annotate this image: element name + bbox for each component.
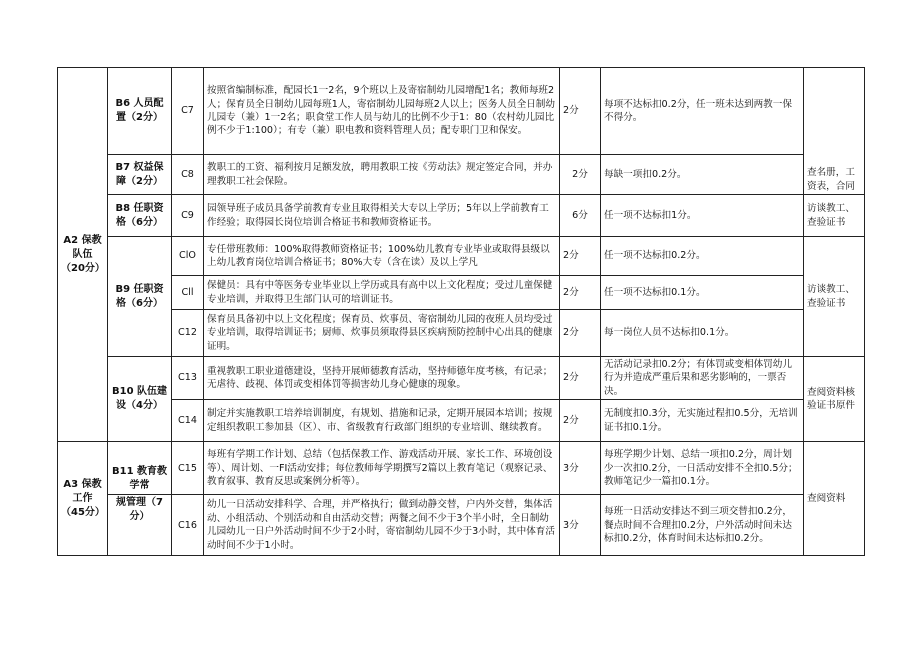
code-c9: C9	[172, 195, 204, 237]
check-method-3: 访谈教工、查验证书	[804, 237, 865, 357]
code-c15: C15	[172, 442, 204, 495]
code-c12: C12	[172, 310, 204, 357]
check-method-1: 查名册，工资表，合同	[804, 68, 865, 195]
rule-c10: 任一项不达标扣0.2分。	[601, 237, 804, 276]
score-c16: 3分	[560, 495, 601, 556]
check-method-4: 查阅资料核验证书原件	[804, 357, 865, 442]
score-c12: 2分	[560, 310, 601, 357]
content-c13: 重视教职工职业道德建设，坚持开展师德教育活动，坚持师德年度考核，有记录；无虐待、歧视、体罚或变相体罚等损害幼儿身心健康的现象。	[204, 357, 560, 400]
rule-c8: 每缺一项扣0.2分。	[601, 155, 804, 195]
code-c11: Cll	[172, 276, 204, 310]
rule-c16: 每班一日活动安排达不到三项交替扣0.2分，餐点时间不合理扣0.2分，户外活动时间未达标扣0.2分，体育时间未达标扣0.2分。	[601, 495, 804, 556]
table-row	[58, 310, 865, 357]
content-c12: 保育员具备初中以上文化程度；保育员、炊事员、寄宿制幼儿园的夜班人员均受过专业培训，取得培训证书；厨师、炊事员须取得县区疾病预防控制中心出具的健康证明。	[204, 310, 560, 357]
rule-c11: 任一项不达标扣0.1分。	[601, 276, 804, 310]
rule-c12: 每一岗位人员不达标扣0.1分。	[601, 310, 804, 357]
rule-c9: 任一项不达标扣1分。	[601, 195, 804, 237]
item-b6: B6 人员配置（2分）	[108, 68, 172, 155]
score-c13: 2分	[560, 357, 601, 400]
rule-c15: 每班学期少计划、总结一项扣0.2分，周计划少一次扣0.2分，一日活动安排不全扣0.5分；教师笔记少一篇扣0.1分。	[601, 442, 804, 495]
table-row	[58, 495, 865, 556]
content-c16: 幼儿一日活动安排科学、合理，并严格执行；做到动静交替，户内外交替，集体活动、小组活动、个别活动和自由活动交替；两餐之间不少于3个半小时，全日制幼儿园幼儿一日户外活动时间不少于2小时，寄宿制幼儿园不少于3小时，其中体育活动时间不少于1小时。	[204, 495, 560, 556]
content-c9: 园领导班子成员具备学前教育专业且取得相关大专以上学历；5年以上学前教育工作经验；取得园长岗位培训合格证书和教师资格证书。	[204, 195, 560, 237]
category-a2: A2 保教队伍（20分）	[58, 68, 108, 442]
table-row	[58, 68, 865, 155]
score-c9: 6分	[560, 195, 601, 237]
content-c14: 制定并实施教职工培养培训制度，有规划、措施和记录，定期开展园本培训；按规定组织教职工参加县（区）、市、省级教育行政部门组织的专业培训、继续教育。	[204, 400, 560, 442]
item-b10: B10 队伍建设（4分）	[108, 357, 172, 442]
item-b9: B9 任职资格（6分）	[108, 237, 172, 357]
rule-c13: 无活动记录扣0.2分；有体罚或变相体罚幼儿行为并造成严重后果和恶劣影响的，一票否决。	[601, 357, 804, 400]
content-c15: 每班有学期工作计划、总结（包括保教工作、游戏活动开展、家长工作、环境创设等）、周计划、一FI活动安排；每位教师每学期撰写2篇以上教育笔记（观察记录、教育叙事、教育反思或案例分析等）。	[204, 442, 560, 495]
code-c13: C13	[172, 357, 204, 400]
table-row	[58, 155, 865, 195]
rule-c14: 无制度扣0.3分，无实施过程扣0.5分，无培训证书扣0.1分。	[601, 400, 804, 442]
code-c8: C8	[172, 155, 204, 195]
code-c7: C7	[172, 68, 204, 155]
table-row	[58, 400, 865, 442]
code-c10: ClO	[172, 237, 204, 276]
score-c11: 2分	[560, 276, 601, 310]
check-method-5: 查阅资料	[804, 442, 865, 556]
table-row	[58, 195, 865, 237]
content-c8: 教职工的工资、福利按月足额发放，聘用教职工按《劳动法》规定签定合同，并办理教职工社会保险。	[204, 155, 560, 195]
item-b8: B8 任职资格（6分）	[108, 195, 172, 237]
rule-c7: 每项不达标扣0.2分，任一班未达到两教一保不得分。	[601, 68, 804, 155]
score-c15: 3分	[560, 442, 601, 495]
score-c8: 2分	[560, 155, 601, 195]
category-a3: A3 保教工作（45分）	[58, 442, 108, 556]
score-c14: 2分	[560, 400, 601, 442]
code-c14: C14	[172, 400, 204, 442]
table-row	[58, 442, 865, 495]
score-c7: 2分	[560, 68, 601, 155]
evaluation-table	[57, 67, 865, 556]
check-method-2: 访谈教工、查验证书	[804, 195, 865, 237]
item-b11-line1: B11 教育教学常	[108, 442, 172, 495]
table-row	[58, 357, 865, 400]
table-row	[58, 237, 865, 276]
item-b7: B7 权益保障（2分）	[108, 155, 172, 195]
code-c16: C16	[172, 495, 204, 556]
content-c11: 保健员：具有中等医务专业毕业以上学历或具有高中以上文化程度；受过儿童保健专业培训，并取得卫生部门认可的培训证书。	[204, 276, 560, 310]
score-c10: 2分	[560, 237, 601, 276]
content-c10: 专任带班教师：100%取得教师资格证书；100%幼儿教育专业毕业或取得县级以上幼儿教育岗位培训合格证书；80%大专（含在读）及以上学凡	[204, 237, 560, 276]
content-c7: 按照省编制标准，配园长1一2名，9个班以上及寄宿制幼儿园增配1名；教师每班2人；保育员全日制幼儿园每班1人，寄宿制幼儿园每班2人以上；医务人员全日制幼儿园专（兼）1一2名；职食堂工作人员与幼儿的比例不少于1：80（农村幼儿园比例不少于1:100）；有专（兼）职电教和资料管理人员；配专职门卫和保安。	[204, 68, 560, 155]
item-b11-line2: 规管理（7分）	[108, 495, 172, 556]
table-row	[58, 276, 865, 310]
